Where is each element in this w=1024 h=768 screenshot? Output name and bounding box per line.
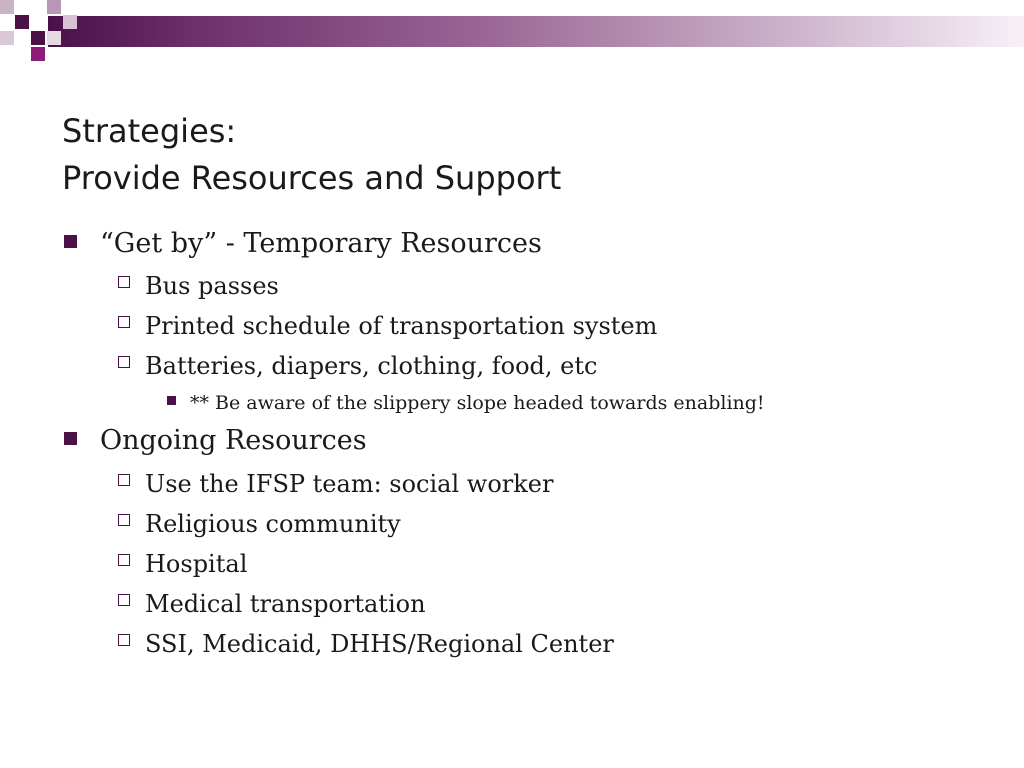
corner-square-decoration bbox=[15, 15, 29, 29]
slide-title bbox=[62, 108, 561, 202]
corner-square-decoration bbox=[31, 31, 45, 45]
bullet-item: Ongoing Resources bbox=[100, 425, 367, 456]
square-bullet-icon bbox=[64, 235, 77, 248]
hollow-square-bullet-icon bbox=[118, 634, 130, 646]
hollow-square-bullet-icon bbox=[118, 356, 130, 368]
hollow-square-bullet-icon bbox=[118, 554, 130, 566]
note-bullet-item: ** Be aware of the slippery slope headed towards enabling! bbox=[190, 392, 765, 414]
hollow-square-bullet-icon bbox=[118, 316, 130, 328]
sub-bullet-item: Religious community bbox=[145, 510, 401, 538]
sub-bullet-item: Use the IFSP team: social worker bbox=[145, 470, 554, 498]
small-square-bullet-icon bbox=[167, 396, 176, 405]
hollow-square-bullet-icon bbox=[118, 514, 130, 526]
sub-bullet-item: Medical transportation bbox=[145, 590, 426, 618]
corner-square-decoration bbox=[47, 31, 61, 45]
header-gradient-bar bbox=[48, 16, 1024, 47]
slide-title-line-1: Strategies: bbox=[62, 112, 237, 150]
sub-bullet-item: Batteries, diapers, clothing, food, etc bbox=[145, 352, 598, 380]
corner-square-decoration bbox=[47, 0, 61, 14]
hollow-square-bullet-icon bbox=[118, 276, 130, 288]
bullet-item: “Get by” - Temporary Resources bbox=[100, 228, 542, 259]
corner-square-decoration bbox=[0, 0, 14, 14]
sub-bullet-item: Hospital bbox=[145, 550, 248, 578]
sub-bullet-item: SSI, Medicaid, DHHS/Regional Center bbox=[145, 630, 614, 658]
sub-bullet-item: Printed schedule of transportation system bbox=[145, 312, 658, 340]
corner-square-decoration bbox=[0, 31, 14, 45]
square-bullet-icon bbox=[64, 432, 77, 445]
corner-square-decoration bbox=[63, 15, 77, 29]
corner-square-decoration bbox=[31, 47, 45, 61]
hollow-square-bullet-icon bbox=[118, 594, 130, 606]
slide-title-line-2: Provide Resources and Support bbox=[62, 159, 562, 197]
sub-bullet-item: Bus passes bbox=[145, 272, 279, 300]
hollow-square-bullet-icon bbox=[118, 474, 130, 486]
